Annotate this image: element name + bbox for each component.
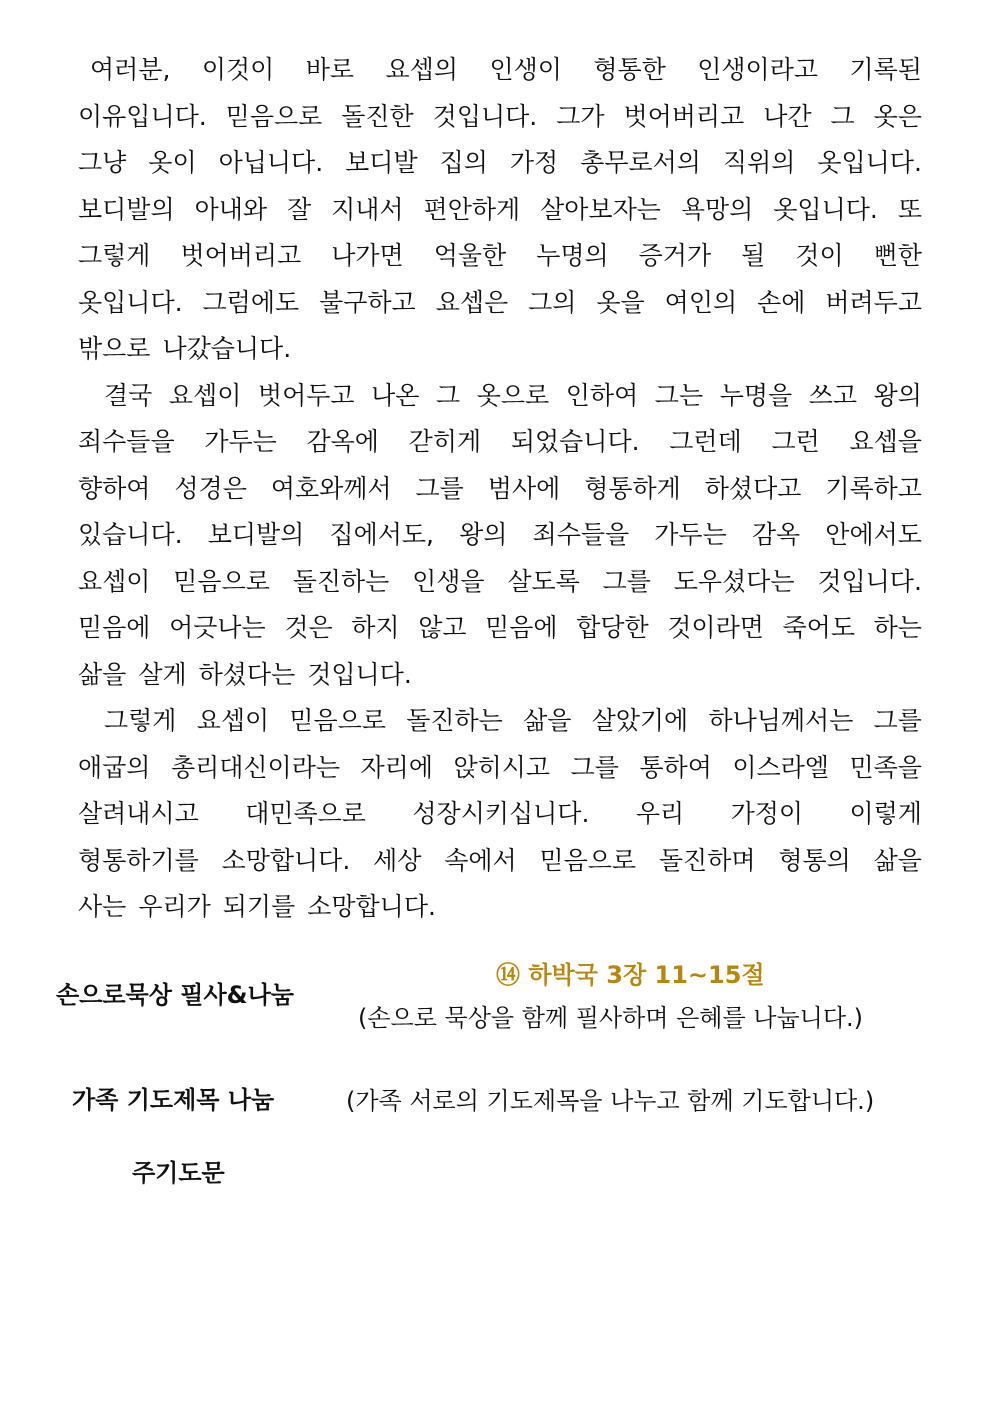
word: 사는 [78, 892, 127, 922]
word: 되기를 [222, 892, 296, 922]
word: 그냥 [78, 148, 127, 178]
word: 통하여 [639, 752, 712, 782]
word: 우리 [635, 799, 685, 829]
word: 욕망의 [680, 194, 754, 224]
word: 요셉은 [435, 287, 509, 317]
word: 있습니다. [78, 520, 183, 550]
paragraph-line [78, 464, 922, 511]
word: 대민족으로 [245, 799, 366, 829]
word: 도우셨다는 [673, 566, 795, 596]
paragraph-line [78, 650, 922, 697]
word: 것이라면 [667, 613, 764, 643]
word: 버려두고 [825, 287, 922, 317]
word: 살았기에 [591, 706, 689, 736]
word: 그런데 [669, 427, 742, 457]
word: 나가면 [331, 241, 404, 271]
word: 증거가 [638, 241, 712, 271]
word: 성경은 [174, 473, 247, 503]
paragraph-line [78, 185, 922, 232]
word: 그는 [654, 380, 704, 410]
word: 그를 [873, 706, 922, 736]
word: 나간 [763, 101, 812, 131]
word: 총리대신이라는 [170, 752, 341, 782]
word: 옷은 [873, 101, 922, 131]
word: 되었습니다. [510, 427, 640, 457]
word: 또 [897, 194, 922, 224]
word: 돌진하며 [658, 845, 756, 875]
paragraph-line [78, 557, 922, 604]
paragraph-line [78, 836, 922, 883]
word: 가두는 [654, 520, 727, 550]
word: 감옥 [751, 520, 801, 550]
word: 것입니다. [817, 566, 922, 596]
word: 형통하게 [584, 473, 681, 503]
word: 여호와께서 [270, 473, 392, 503]
word: 안에서도 [825, 520, 922, 550]
word: 않고 [418, 613, 467, 643]
paragraph-line [78, 882, 922, 929]
word: 손에 [757, 287, 806, 317]
word: 옷을 [596, 287, 645, 317]
paragraph-line [78, 278, 922, 325]
word: 살게 [138, 659, 187, 689]
word: 가두는 [204, 427, 277, 457]
word: 요셉이 [168, 380, 242, 410]
word: 밖으로 [78, 334, 151, 364]
word: 범사에 [487, 473, 561, 503]
word: 왕의 [459, 520, 508, 550]
word: 불구하고 [319, 287, 416, 317]
word: 이유입니다. [78, 101, 207, 131]
word: 것입니다. [307, 659, 412, 689]
word: 누명을 [719, 380, 793, 410]
hand-meditation-description: (손으로 묵상을 함께 필사하며 은혜를 나눕니다.) [358, 1004, 863, 1032]
word: 결국 [104, 380, 153, 410]
word: 요셉을 [849, 427, 922, 457]
word: 그런 [771, 427, 820, 457]
word: 될 [741, 241, 766, 271]
word: 우리가 [138, 892, 211, 922]
word: 믿음으로 [173, 566, 270, 596]
word: 형통한 [593, 55, 666, 85]
word: 믿음으로 [539, 845, 637, 875]
word: 옷입니다. [78, 287, 183, 317]
paragraph-line [78, 417, 922, 464]
word: 삶을 [873, 845, 922, 875]
word: 소망합니다. [307, 892, 436, 922]
word: 그를 [415, 473, 464, 503]
paragraph-line [78, 371, 922, 418]
word: 직위의 [722, 148, 796, 178]
paragraph-line [78, 231, 922, 278]
hand-meditation-label: 손으로묵상 필사&나눔 [56, 981, 294, 1009]
word: 집에서도, [329, 520, 434, 550]
word: 자리에 [360, 752, 433, 782]
word: 인생이라고 [697, 55, 819, 85]
paragraph-line [78, 603, 922, 650]
word: 여인의 [664, 287, 738, 317]
word: 옷입니다. [817, 148, 922, 178]
word: 아닙니다. [218, 148, 324, 178]
word: 죽어도 [782, 613, 855, 643]
word: 것입니다. [432, 101, 538, 131]
word: 돌진하는 [406, 706, 503, 736]
word: 갇히게 [408, 427, 482, 457]
word: 어긋나는 [169, 613, 266, 643]
word: 살도록 [507, 566, 580, 596]
word: 감옥에 [306, 427, 379, 457]
word: 믿음에 [78, 613, 151, 643]
word: 그를 [570, 752, 619, 782]
word: 요셉의 [385, 55, 458, 85]
word: 가정 [509, 148, 559, 178]
word: 삶을 [78, 659, 127, 689]
word: 살려내시고 [78, 799, 199, 829]
word: 지내서 [331, 194, 404, 224]
word: 뻔한 [873, 241, 922, 271]
word: 죄수들을 [78, 427, 175, 457]
word: 나갔습니다. [162, 334, 292, 364]
paragraph-line [78, 743, 922, 790]
word: 것이 [795, 241, 844, 271]
word: 옷입니다. [773, 194, 878, 224]
word: 쓰고 [808, 380, 858, 410]
word: 옷이 [148, 148, 197, 178]
paragraph-line [78, 510, 922, 557]
word: 이것이 [201, 55, 275, 85]
word: 향하여 [78, 473, 151, 503]
word: 보디발의 [78, 194, 175, 224]
word: 세상 [373, 845, 422, 875]
word: 억울한 [433, 241, 507, 271]
word: 하셨다고 [704, 473, 802, 503]
word: 믿음으로 [289, 706, 386, 736]
word: 합당한 [576, 613, 649, 643]
word: 믿음에 [485, 613, 558, 643]
word: 보디발 [345, 148, 418, 178]
word: 돌진한 [341, 101, 414, 131]
paragraph-line [78, 138, 922, 185]
word: 편안하게 [423, 194, 521, 224]
paragraph-line [78, 92, 922, 139]
word: 보디발의 [207, 520, 305, 550]
word: 그럼에도 [202, 287, 300, 317]
word: 인생을 [412, 566, 485, 596]
paragraph-line [78, 324, 922, 371]
family-prayer-description: (가족 서로의 기도제목을 나누고 함께 기도합니다.) [346, 1087, 875, 1115]
word: 그렇게 [78, 241, 151, 271]
word: 이스라엘 [732, 752, 829, 782]
paragraph-line [78, 789, 922, 836]
word: 여러분, [90, 55, 171, 85]
word: 민족을 [849, 752, 922, 782]
word: 인생이 [489, 55, 562, 85]
word: 요셉이 [196, 706, 270, 736]
word: 그의 [528, 287, 577, 317]
word: 하셨다는 [198, 659, 296, 689]
word: 그가 [556, 101, 605, 131]
word: 그렇게 [104, 706, 177, 736]
word: 기록된 [849, 55, 922, 85]
word: 요셉이 [78, 566, 151, 596]
word: 성장시키십니다. [412, 799, 590, 829]
word: 아내와 [194, 194, 268, 224]
scripture-reference: ⑭ 하박국 3장 11~15절 [496, 961, 765, 989]
word: 살아보자는 [540, 194, 661, 224]
lords-prayer-label: 주기도문 [132, 1159, 225, 1187]
word: 옷으로 [476, 380, 550, 410]
word: 소망합니다. [221, 845, 351, 875]
word: 돌진하는 [292, 566, 390, 596]
word: 그 [830, 101, 855, 131]
word: 인하여 [565, 380, 639, 410]
word: 이렇게 [849, 799, 922, 829]
paragraph-line [78, 696, 922, 743]
word: 하지 [351, 613, 400, 643]
word: 속에서 [444, 845, 517, 875]
word: 하나님께서는 [708, 706, 854, 736]
word: 나온 [371, 380, 420, 410]
word: 죄수들을 [532, 520, 630, 550]
word: 앉히시고 [453, 752, 551, 782]
word: 잘 [287, 194, 312, 224]
word: 바로 [305, 55, 355, 85]
word: 왕의 [873, 380, 922, 410]
word: 누명의 [536, 241, 609, 271]
word: 벗어두고 [257, 380, 355, 410]
word: 그 [436, 380, 461, 410]
word: 애굽의 [78, 752, 151, 782]
word: 삶을 [523, 706, 572, 736]
word: 형통하기를 [78, 845, 199, 875]
word: 총무로서의 [580, 148, 701, 178]
word: 벗어버리고 [623, 101, 745, 131]
paragraph-line [78, 45, 922, 92]
family-prayer-label: 가족 기도제목 나눔 [72, 1086, 275, 1114]
word: 것은 [284, 613, 333, 643]
word: 하는 [873, 613, 922, 643]
word: 집의 [439, 148, 488, 178]
word: 형통의 [778, 845, 851, 875]
word: 기록하고 [825, 473, 922, 503]
word: 그를 [602, 566, 651, 596]
word: 가정이 [730, 799, 804, 829]
word: 믿음으로 [225, 101, 323, 131]
word: 벗어버리고 [180, 241, 302, 271]
sermon-body [78, 45, 922, 929]
